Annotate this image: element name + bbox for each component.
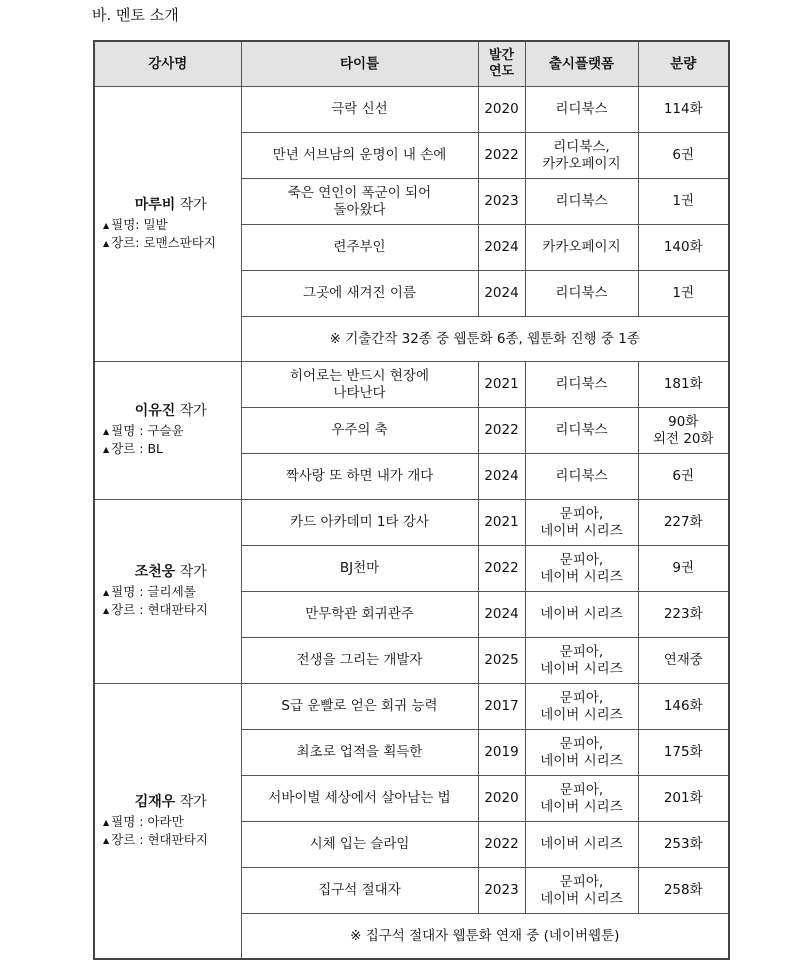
genre-text: 장르 : 현대판타지 bbox=[111, 602, 208, 617]
header-mentor: 강사명 bbox=[94, 41, 241, 87]
mentor-genre bbox=[103, 601, 239, 619]
triangle-icon: ▲ bbox=[103, 606, 110, 615]
triangle-icon: ▲ bbox=[103, 445, 110, 454]
header-row bbox=[94, 41, 729, 87]
work-year: 2021 bbox=[478, 362, 525, 408]
genre-text: 장르 : BL bbox=[111, 441, 164, 456]
triangle-icon: ▲ bbox=[103, 238, 110, 248]
header-amount: 분량 bbox=[638, 41, 729, 87]
work-title: S급 운빨로 얻은 회귀 능력 bbox=[241, 684, 478, 730]
mentor-cell bbox=[94, 500, 241, 684]
work-amount: 연재중 bbox=[638, 638, 729, 684]
work-title: BJ천마 bbox=[241, 546, 478, 592]
work-amount: 227화 bbox=[638, 500, 729, 546]
work-platform: 리디북스 bbox=[525, 179, 638, 225]
table-row bbox=[94, 87, 729, 133]
work-platform: 문피아, 네이버 시리즈 bbox=[525, 684, 638, 730]
work-title: 죽은 연인이 폭군이 되어 돌아왔다 bbox=[241, 179, 478, 225]
table-row bbox=[94, 500, 729, 546]
work-year: 2022 bbox=[478, 822, 525, 868]
mentor-cell bbox=[94, 87, 241, 362]
work-amount: 6권 bbox=[638, 133, 729, 179]
header-title: 타이틀 bbox=[241, 41, 478, 87]
mentor-suffix: 작가 bbox=[179, 403, 207, 419]
mentor-name bbox=[103, 794, 239, 811]
work-platform: 리디북스 bbox=[525, 362, 638, 408]
mentor-pen-name bbox=[103, 583, 239, 601]
triangle-icon: ▲ bbox=[103, 817, 110, 827]
work-year: 2024 bbox=[478, 592, 525, 638]
mentor-pen-name bbox=[103, 422, 239, 440]
work-platform: 리디북스 bbox=[525, 454, 638, 500]
work-year: 2022 bbox=[478, 408, 525, 454]
mentor-note: ※ 집구석 절대자 웹툰화 연재 중 (네이버웹툰) bbox=[241, 914, 729, 960]
work-amount: 6권 bbox=[638, 454, 729, 500]
work-year: 2020 bbox=[478, 776, 525, 822]
work-year: 2023 bbox=[478, 868, 525, 914]
pen-name-text: 필명 : 구슬윤 bbox=[111, 423, 184, 438]
work-year: 2025 bbox=[478, 638, 525, 684]
work-amount: 253화 bbox=[638, 822, 729, 868]
work-amount: 258화 bbox=[638, 868, 729, 914]
work-amount: 1권 bbox=[638, 271, 729, 317]
work-title: 최초로 업적을 획득한 bbox=[241, 730, 478, 776]
work-title: 짝사랑 또 하면 내가 개다 bbox=[241, 454, 478, 500]
work-platform: 문피아, 네이버 시리즈 bbox=[525, 546, 638, 592]
work-platform: 문피아, 네이버 시리즈 bbox=[525, 500, 638, 546]
work-platform: 문피아, 네이버 시리즈 bbox=[525, 730, 638, 776]
work-year: 2023 bbox=[478, 179, 525, 225]
work-title: 히어로는 반드시 현장에 나타난다 bbox=[241, 362, 478, 408]
triangle-icon: ▲ bbox=[103, 427, 110, 436]
mentor-note: ※ 기출간작 32종 중 웹툰화 6종, 웹툰화 진행 중 1종 bbox=[241, 317, 729, 362]
work-amount: 201화 bbox=[638, 776, 729, 822]
mentor-table bbox=[93, 40, 730, 960]
mentor-name bbox=[103, 564, 239, 581]
mentor-pen-name bbox=[103, 813, 239, 831]
work-title: 시체 입는 슬라임 bbox=[241, 822, 478, 868]
section-heading: 바. 멘토 소개 bbox=[92, 6, 179, 24]
work-amount: 1권 bbox=[638, 179, 729, 225]
mentor-name-bold: 이유진 bbox=[134, 403, 176, 419]
work-amount: 114화 bbox=[638, 87, 729, 133]
genre-text: 장르 : 현대판타지 bbox=[111, 831, 208, 847]
triangle-icon: ▲ bbox=[103, 588, 110, 597]
pen-name-text: 필명 : 글리세롤 bbox=[111, 584, 196, 599]
table-row bbox=[94, 684, 729, 730]
work-title: 만년 서브남의 운명이 내 손에 bbox=[241, 133, 478, 179]
pen-name-text: 필명: 밀밭 bbox=[111, 216, 168, 232]
genre-text: 장르: 로맨스판타지 bbox=[111, 234, 216, 250]
work-platform: 네이버 시리즈 bbox=[525, 822, 638, 868]
work-title: 집구석 절대자 bbox=[241, 868, 478, 914]
mentor-cell bbox=[94, 362, 241, 500]
work-title: 극락 신선 bbox=[241, 87, 478, 133]
work-amount: 223화 bbox=[638, 592, 729, 638]
work-title: 전생을 그리는 개발자 bbox=[241, 638, 478, 684]
mentor-pen-name bbox=[103, 216, 239, 234]
triangle-icon: ▲ bbox=[103, 220, 110, 230]
work-year: 2017 bbox=[478, 684, 525, 730]
work-amount: 175화 bbox=[638, 730, 729, 776]
work-title: 만무학관 회귀관주 bbox=[241, 592, 478, 638]
work-year: 2024 bbox=[478, 454, 525, 500]
work-platform: 리디북스, 카카오페이지 bbox=[525, 133, 638, 179]
mentor-genre bbox=[103, 440, 239, 458]
work-amount: 140화 bbox=[638, 225, 729, 271]
work-year: 2024 bbox=[478, 225, 525, 271]
work-year: 2022 bbox=[478, 133, 525, 179]
work-year: 2021 bbox=[478, 500, 525, 546]
header-year: 발간 연도 bbox=[478, 41, 525, 87]
mentor-name-bold: 조천웅 bbox=[134, 564, 176, 580]
work-year: 2020 bbox=[478, 87, 525, 133]
work-platform: 네이버 시리즈 bbox=[525, 592, 638, 638]
work-amount: 9권 bbox=[638, 546, 729, 592]
work-year: 2022 bbox=[478, 546, 525, 592]
work-platform: 문피아, 네이버 시리즈 bbox=[525, 868, 638, 914]
work-amount: 181화 bbox=[638, 362, 729, 408]
work-platform: 문피아, 네이버 시리즈 bbox=[525, 776, 638, 822]
work-title: 그곳에 새겨진 이름 bbox=[241, 271, 478, 317]
mentor-genre bbox=[103, 234, 239, 252]
work-year: 2019 bbox=[478, 730, 525, 776]
mentor-name-bold: 마루비 bbox=[134, 196, 176, 213]
work-platform: 리디북스 bbox=[525, 87, 638, 133]
work-amount: 146화 bbox=[638, 684, 729, 730]
table-row bbox=[94, 362, 729, 408]
work-title: 련주부인 bbox=[241, 225, 478, 271]
work-platform: 리디북스 bbox=[525, 271, 638, 317]
work-title: 카드 아카데미 1타 강사 bbox=[241, 500, 478, 546]
header-platform: 출시플랫폼 bbox=[525, 41, 638, 87]
work-year: 2024 bbox=[478, 271, 525, 317]
work-platform: 리디북스 bbox=[525, 408, 638, 454]
mentor-suffix: 작가 bbox=[179, 564, 207, 580]
mentor-genre bbox=[103, 831, 239, 849]
work-title: 우주의 축 bbox=[241, 408, 478, 454]
mentor-suffix: 작가 bbox=[179, 793, 207, 810]
mentor-name-bold: 김재우 bbox=[134, 793, 176, 810]
pen-name-text: 필명 : 아라만 bbox=[111, 813, 184, 829]
work-title: 서바이벌 세상에서 살아남는 법 bbox=[241, 776, 478, 822]
work-platform: 문피아, 네이버 시리즈 bbox=[525, 638, 638, 684]
mentor-name bbox=[103, 403, 239, 420]
mentor-name bbox=[103, 197, 239, 214]
triangle-icon: ▲ bbox=[103, 835, 110, 845]
mentor-cell bbox=[94, 684, 241, 960]
work-amount: 90화 외전 20화 bbox=[638, 408, 729, 454]
mentor-suffix: 작가 bbox=[179, 196, 207, 213]
work-platform: 카카오페이지 bbox=[525, 225, 638, 271]
